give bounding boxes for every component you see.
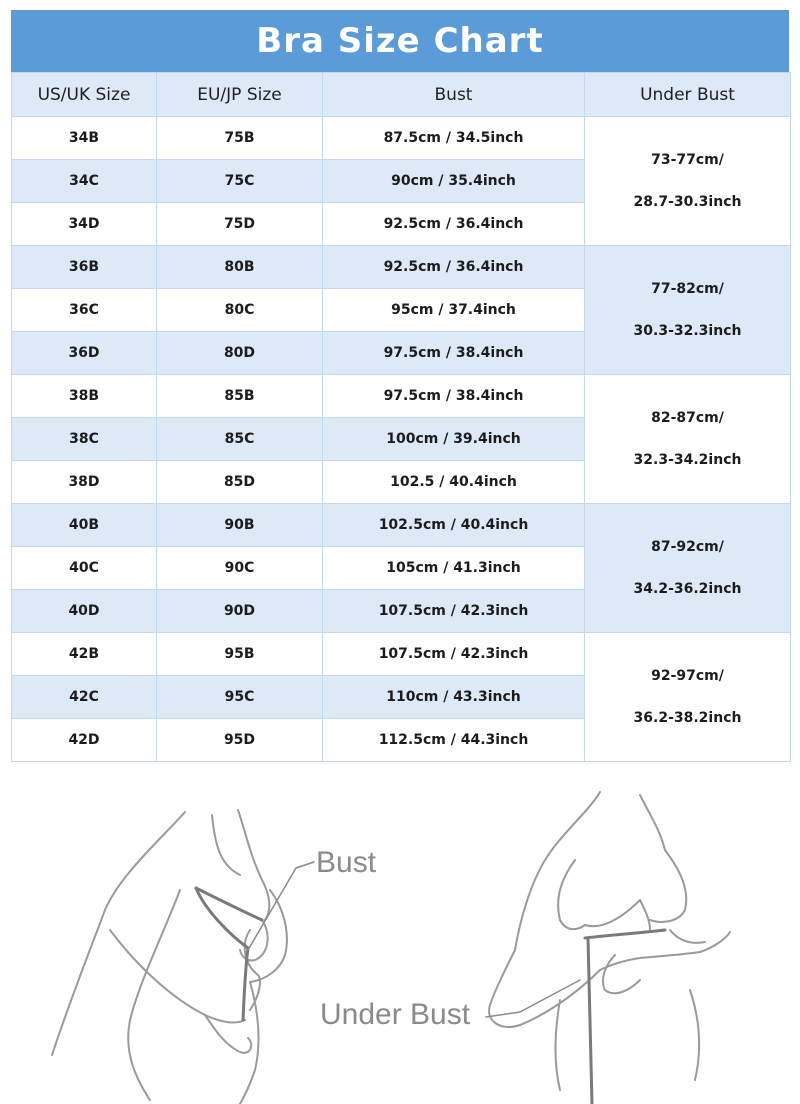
cell-us-uk-size: 36C	[12, 289, 157, 332]
cell-eu-jp-size: 85D	[157, 461, 323, 504]
table-row	[12, 504, 791, 547]
cell-eu-jp-size: 75D	[157, 203, 323, 246]
under-bust-inch: 28.7-30.3inch	[633, 194, 742, 210]
table-row	[12, 117, 791, 160]
under-bust-label: Under Bust	[320, 998, 471, 1031]
under-bust-cm: 92-97cm/	[651, 668, 724, 684]
cell-under-bust	[585, 117, 791, 246]
size-table	[11, 72, 791, 762]
front-view-figure	[489, 792, 730, 1090]
cell-under-bust	[585, 633, 791, 762]
cell-bust: 102.5 / 40.4inch	[323, 461, 585, 504]
cell-bust: 107.5cm / 42.3inch	[323, 590, 585, 633]
cell-under-bust	[585, 504, 791, 633]
side-view-figure	[52, 810, 287, 1104]
cell-eu-jp-size: 95D	[157, 719, 323, 762]
cell-eu-jp-size: 80D	[157, 332, 323, 375]
chart-title: Bra Size Chart	[11, 10, 789, 72]
cell-us-uk-size: 40B	[12, 504, 157, 547]
cell-eu-jp-size: 95B	[157, 633, 323, 676]
under-bust-inch: 32.3-34.2inch	[633, 452, 742, 468]
cell-under-bust	[585, 375, 791, 504]
cell-eu-jp-size: 80B	[157, 246, 323, 289]
cell-bust: 97.5cm / 38.4inch	[323, 375, 585, 418]
cell-eu-jp-size: 75B	[157, 117, 323, 160]
under-bust-cm: 73-77cm/	[651, 152, 724, 168]
under-bust-inch: 30.3-32.3inch	[633, 323, 742, 339]
table-row	[12, 246, 791, 289]
cell-us-uk-size: 38C	[12, 418, 157, 461]
measurement-illustration	[0, 770, 800, 1104]
table-body	[12, 117, 791, 762]
under-bust-cm: 82-87cm/	[651, 410, 724, 426]
cell-us-uk-size: 42C	[12, 676, 157, 719]
under-bust-inch: 36.2-38.2inch	[633, 710, 742, 726]
cell-bust: 107.5cm / 42.3inch	[323, 633, 585, 676]
header-bust: Bust	[323, 73, 585, 117]
cell-bust: 92.5cm / 36.4inch	[323, 246, 585, 289]
under-bust-cm: 87-92cm/	[651, 539, 724, 555]
cell-eu-jp-size: 75C	[157, 160, 323, 203]
cell-bust: 90cm / 35.4inch	[323, 160, 585, 203]
cell-bust: 92.5cm / 36.4inch	[323, 203, 585, 246]
under-bust-inch: 34.2-36.2inch	[633, 581, 742, 597]
cell-us-uk-size: 42D	[12, 719, 157, 762]
header-eu-jp-size: EU/JP Size	[157, 73, 323, 117]
table-row	[12, 375, 791, 418]
cell-bust: 87.5cm / 34.5inch	[323, 117, 585, 160]
cell-bust: 95cm / 37.4inch	[323, 289, 585, 332]
header-us-uk-size: US/UK Size	[12, 73, 157, 117]
cell-under-bust	[585, 246, 791, 375]
header-under-bust: Under Bust	[585, 73, 791, 117]
cell-us-uk-size: 40C	[12, 547, 157, 590]
cell-eu-jp-size: 90D	[157, 590, 323, 633]
cell-bust: 97.5cm / 38.4inch	[323, 332, 585, 375]
bust-label: Bust	[316, 846, 377, 879]
under-bust-cm: 77-82cm/	[651, 281, 724, 297]
cell-bust: 112.5cm / 44.3inch	[323, 719, 585, 762]
cell-us-uk-size: 38D	[12, 461, 157, 504]
cell-bust: 110cm / 43.3inch	[323, 676, 585, 719]
cell-eu-jp-size: 85B	[157, 375, 323, 418]
cell-eu-jp-size: 90B	[157, 504, 323, 547]
cell-us-uk-size: 36D	[12, 332, 157, 375]
cell-bust: 105cm / 41.3inch	[323, 547, 585, 590]
cell-us-uk-size: 34B	[12, 117, 157, 160]
cell-eu-jp-size: 80C	[157, 289, 323, 332]
cell-us-uk-size: 34C	[12, 160, 157, 203]
cell-bust: 100cm / 39.4inch	[323, 418, 585, 461]
cell-us-uk-size: 42B	[12, 633, 157, 676]
table-row	[12, 633, 791, 676]
cell-bust: 102.5cm / 40.4inch	[323, 504, 585, 547]
cell-us-uk-size: 34D	[12, 203, 157, 246]
cell-us-uk-size: 38B	[12, 375, 157, 418]
cell-eu-jp-size: 85C	[157, 418, 323, 461]
cell-eu-jp-size: 90C	[157, 547, 323, 590]
cell-eu-jp-size: 95C	[157, 676, 323, 719]
table-header-row	[12, 73, 791, 117]
cell-us-uk-size: 40D	[12, 590, 157, 633]
cell-us-uk-size: 36B	[12, 246, 157, 289]
